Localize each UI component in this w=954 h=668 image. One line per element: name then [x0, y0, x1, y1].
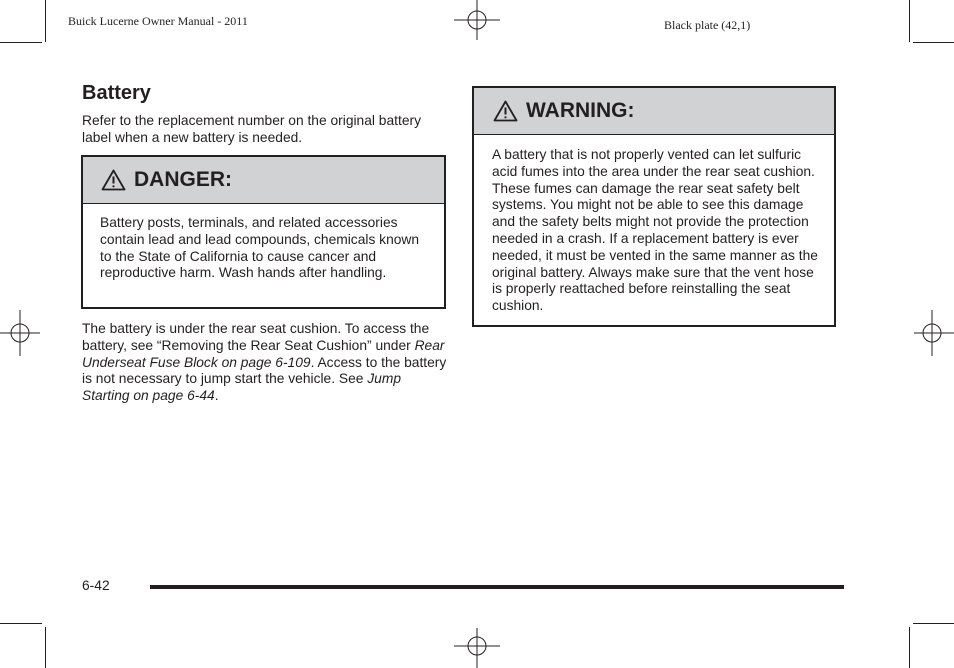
- crop-mark: [0, 623, 42, 624]
- crop-mark: [909, 0, 910, 42]
- danger-box: [81, 155, 446, 309]
- page-number: 6-42: [82, 578, 110, 593]
- warning-triangle-icon: [101, 169, 126, 191]
- danger-body: Battery posts, terminals, and related accessories contain lead and lead compounds, chemicals known to the State of California to cause cancer and reproductive harm. Wash hands after handling.: [100, 215, 420, 281]
- header-manual-title: Buick Lucerne Owner Manual - 2011: [68, 14, 248, 28]
- crop-mark: [909, 627, 910, 668]
- location-text: . Access to the battery is not necessary to jump start the vehicle. See: [82, 354, 447, 387]
- danger-title: DANGER:: [134, 168, 232, 191]
- location-text: The battery is under the rear seat cushion. To access the battery, see “Removing the Rear Seat Cushion” under: [82, 321, 430, 353]
- warning-body: A battery that is not properly vented can let sulfuric acid fumes into the area under the rear seat cushion. These fumes can damage the rear seat safety belt systems. You might not be able to see this damage and the safety belts might not provide the protection needed in a crash. If a replacement battery is ever needed, it must be vented in the same manner as the original battery. Always make sure that the vent hose is properly reattached before reinstalling the seat cushion.: [492, 147, 818, 314]
- warning-box: [472, 86, 836, 327]
- crop-mark: [0, 42, 42, 43]
- warning-header: [474, 88, 834, 135]
- registration-mark-icon: [908, 310, 954, 356]
- cross-reference-link[interactable]: Jump Starting on page 6-44: [82, 371, 402, 404]
- crop-mark: [45, 0, 46, 42]
- registration-mark-icon: [0, 310, 46, 356]
- cross-reference-link[interactable]: Rear Underseat Fuse Block on page 6-109: [82, 337, 445, 370]
- warning-title: WARNING:: [526, 99, 635, 122]
- warning-triangle-icon: [493, 100, 518, 122]
- section-title: Battery: [82, 82, 151, 104]
- crop-mark: [913, 42, 954, 43]
- crop-mark: [913, 623, 954, 624]
- crop-mark: [45, 627, 46, 668]
- danger-header: [83, 157, 444, 204]
- header-plate-info: Black plate (42,1): [664, 18, 751, 32]
- intro-paragraph: Refer to the replacement number on the original battery label when a new battery is needed.: [82, 113, 421, 145]
- registration-mark-icon: [454, 0, 500, 46]
- location-text: .: [214, 388, 219, 404]
- location-paragraph: [82, 321, 448, 405]
- registration-mark-icon: [454, 622, 500, 668]
- footer-rule: [150, 585, 844, 589]
